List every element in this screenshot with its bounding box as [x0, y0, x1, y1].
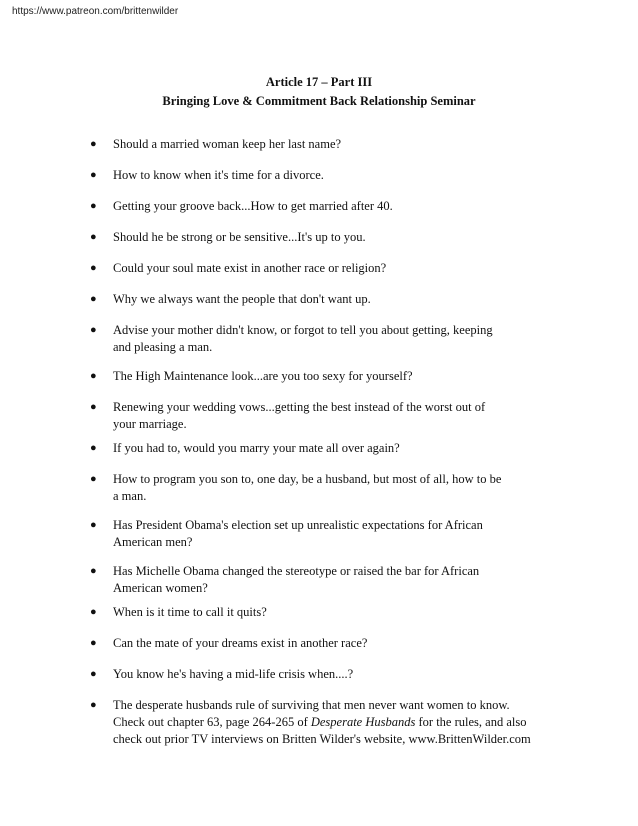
bullet-icon: ●	[90, 519, 97, 531]
list-item-line: and pleasing a man.	[113, 340, 213, 354]
bullet-icon: ●	[90, 262, 97, 274]
bullet-icon: ●	[90, 442, 97, 454]
bullet-icon: ●	[90, 169, 97, 181]
list-item-text	[113, 399, 583, 433]
text-segment: for the rules, and also	[415, 715, 527, 729]
bullet-icon: ●	[90, 231, 97, 243]
list-item-line: If you had to, would you marry your mate all over again?	[113, 441, 400, 455]
bullet-icon: ●	[90, 200, 97, 212]
list-item-line: Advise your mother didn't know, or forgot to tell you about getting, keeping	[113, 323, 493, 337]
list-item-text	[113, 229, 583, 246]
text-segment: Check out chapter 63, page 264-265 of	[113, 715, 311, 729]
list-item-text	[113, 604, 583, 621]
list-item-text	[113, 368, 583, 385]
bullet-icon: ●	[90, 637, 97, 649]
list-item-line: Has President Obama's election set up unrealistic expectations for African	[113, 518, 483, 532]
list-item-line: How to know when it's time for a divorce.	[113, 168, 324, 182]
list-item-line: Renewing your wedding vows...getting the best instead of the worst out of	[113, 400, 486, 414]
book-title: Desperate Husbands	[310, 715, 416, 729]
bullet-icon: ●	[90, 324, 97, 336]
list-item-line: check out prior TV interviews on Britten Wilder's website, www.BrittenWilder.com	[113, 732, 531, 746]
list-item-line: You know he's having a mid-life crisis when....?	[113, 667, 354, 681]
bullet-icon: ●	[90, 699, 97, 711]
list-item-text	[113, 666, 583, 683]
bullet-icon: ●	[90, 138, 97, 150]
list-item-text	[113, 471, 583, 505]
list-item-line: Why we always want the people that don't want up.	[113, 292, 371, 306]
bullet-icon: ●	[90, 473, 97, 485]
list-item-line: Could your soul mate exist in another race or religion?	[113, 261, 387, 275]
article-title: Article 17 – Part III	[265, 75, 373, 89]
list-item-text	[113, 635, 583, 652]
list-item-line: American women?	[113, 581, 208, 595]
list-item-line: your marriage.	[113, 417, 187, 431]
list-item-text	[113, 440, 583, 457]
list-item-line: American men?	[113, 535, 193, 549]
bullet-icon: ●	[90, 401, 97, 413]
list-item-line: The High Maintenance look...are you too sexy for yourself?	[113, 369, 413, 383]
list-item-text	[113, 322, 583, 356]
seminar-title: Bringing Love & Commitment Back Relationship Seminar	[162, 94, 476, 108]
list-item-text	[113, 260, 583, 277]
source-url: https://www.patreon.com/brittenwilder	[12, 6, 179, 17]
list-item-line: Getting your groove back...How to get married after 40.	[113, 199, 393, 213]
bullet-icon: ●	[90, 668, 97, 680]
list-item-line: How to program you son to, one day, be a husband, but most of all, how to be	[113, 472, 502, 486]
list-item-line	[113, 714, 583, 731]
list-item-line: Should a married woman keep her last name?	[113, 137, 342, 151]
list-item-line: Can the mate of your dreams exist in another race?	[113, 636, 368, 650]
bullet-icon: ●	[90, 370, 97, 382]
bullet-icon: ●	[90, 565, 97, 577]
list-item-text	[113, 167, 583, 184]
list-item-text	[113, 136, 583, 153]
list-item-text	[113, 517, 583, 551]
list-item-text	[113, 198, 583, 215]
list-item-line: Has Michelle Obama changed the stereotype or raised the bar for African	[113, 564, 480, 578]
list-item-line: a man.	[113, 489, 147, 503]
list-item-text	[113, 291, 583, 308]
bullet-icon: ●	[90, 293, 97, 305]
list-item-line: Should he be strong or be sensitive...It's up to you.	[113, 230, 366, 244]
list-item-line: The desperate husbands rule of surviving that men never want women to know.	[113, 698, 510, 712]
list-item-text	[113, 697, 583, 748]
list-item-text	[113, 563, 583, 597]
list-item-line: When is it time to call it quits?	[113, 605, 267, 619]
bullet-icon: ●	[90, 606, 97, 618]
